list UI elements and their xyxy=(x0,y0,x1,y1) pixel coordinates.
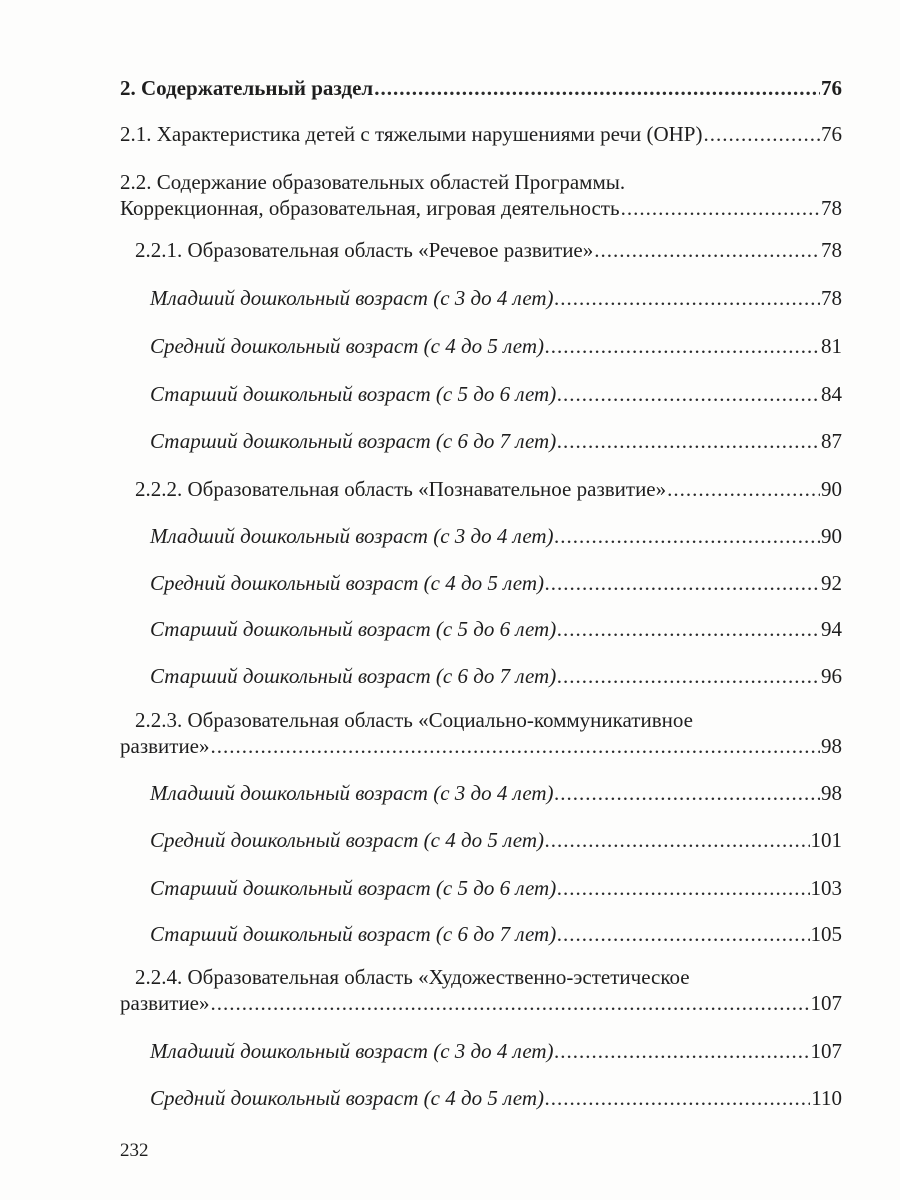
toc-entry-page: 98 xyxy=(821,734,842,758)
dot-leader xyxy=(594,238,820,262)
toc-entry-page: 103 xyxy=(810,876,842,900)
toc-entry xyxy=(150,1086,842,1110)
dot-leader xyxy=(557,617,820,641)
toc-entry xyxy=(150,828,842,852)
toc-entry-page: 92 xyxy=(821,571,842,595)
toc-entry xyxy=(120,734,842,758)
toc-entry-label: 2.1. Характеристика детей с тяжелыми нарушениями речи (ОНР) xyxy=(120,122,703,146)
toc-entry xyxy=(150,429,842,453)
toc-entry-label: Средний дошкольный возраст (с 4 до 5 лет) xyxy=(150,334,544,358)
dot-leader xyxy=(555,286,820,310)
toc-entry-page: 96 xyxy=(821,664,842,688)
toc-entry xyxy=(150,286,842,310)
toc-entry-label: развитие» xyxy=(120,991,210,1015)
dot-leader xyxy=(557,382,820,406)
toc-entry-page: 105 xyxy=(810,922,842,946)
toc-entry-label: Младший дошкольный возраст (с 3 до 4 лет) xyxy=(150,1039,554,1063)
toc-entry-label: Старший дошкольный возраст (с 5 до 6 лет) xyxy=(150,617,557,641)
toc-entry xyxy=(150,524,842,548)
toc-entry-page: 90 xyxy=(821,477,842,501)
toc-entry-label: Младший дошкольный возраст (с 3 до 4 лет) xyxy=(150,781,554,805)
toc-entry-page: 90 xyxy=(821,524,842,548)
toc-entry-label: 2. Содержательный раздел xyxy=(120,76,374,100)
toc-entry-page: 78 xyxy=(821,196,842,220)
toc-entry xyxy=(150,571,842,595)
toc-entry-page: 98 xyxy=(821,781,842,805)
toc-entry-page: 76 xyxy=(821,122,842,146)
toc-entry xyxy=(135,477,842,501)
toc-entry xyxy=(150,334,842,358)
dot-leader xyxy=(555,1039,810,1063)
dot-leader xyxy=(545,334,820,358)
dot-leader xyxy=(211,991,810,1015)
toc-entry-page: 78 xyxy=(821,286,842,310)
toc-entry-page: 101 xyxy=(810,828,842,852)
toc-entry-page: 94 xyxy=(821,617,842,641)
toc-entry xyxy=(150,1039,842,1063)
toc-entry-label: Средний дошкольный возраст (с 4 до 5 лет) xyxy=(150,571,544,595)
toc-entry xyxy=(150,382,842,406)
toc-entry-label: Младший дошкольный возраст (с 3 до 4 лет) xyxy=(150,286,554,310)
toc-entry-title-line: 2.2.4. Образовательная область «Художественно-эстетическое xyxy=(135,965,690,989)
toc-entry-page: 76 xyxy=(821,76,842,100)
dot-leader xyxy=(545,1086,810,1110)
toc-entry xyxy=(120,76,842,100)
toc-entry-label: Старший дошкольный возраст (с 6 до 7 лет) xyxy=(150,429,557,453)
page-number: 232 xyxy=(120,1140,149,1161)
toc-entry-label: Старший дошкольный возраст (с 6 до 7 лет) xyxy=(150,664,557,688)
dot-leader xyxy=(667,477,820,501)
toc-entry xyxy=(150,876,842,900)
toc-entry xyxy=(120,122,842,146)
toc-entry-title-line: 2.2. Содержание образовательных областей Программы. xyxy=(120,170,626,194)
toc-entry-label: 2.2.2. Образовательная область «Познавательное развитие» xyxy=(135,477,667,501)
dot-leader xyxy=(555,524,820,548)
toc-entry xyxy=(150,781,842,805)
toc-entry xyxy=(150,617,842,641)
toc-entry-title-line: 2.2.3. Образовательная область «Социально-коммуникативное xyxy=(135,708,693,732)
dot-leader xyxy=(374,76,820,100)
toc-entry xyxy=(150,922,842,946)
toc-entry-label: Старший дошкольный возраст (с 5 до 6 лет) xyxy=(150,382,557,406)
toc-entry xyxy=(120,991,842,1015)
toc-entry-label: Старший дошкольный возраст (с 6 до 7 лет) xyxy=(150,922,557,946)
toc-entry-label: 2.2.1. Образовательная область «Речевое развитие» xyxy=(135,238,594,262)
toc-entry-page: 107 xyxy=(810,1039,842,1063)
dot-leader xyxy=(703,122,820,146)
dot-leader xyxy=(545,828,810,852)
toc-entry-label: Старший дошкольный возраст (с 5 до 6 лет) xyxy=(150,876,557,900)
dot-leader xyxy=(211,734,820,758)
toc-entry-page: 81 xyxy=(821,334,842,358)
toc-entry-page: 107 xyxy=(810,991,842,1015)
dot-leader xyxy=(555,781,820,805)
toc-entry-label: Младший дошкольный возраст (с 3 до 4 лет) xyxy=(150,524,554,548)
toc-entry-page: 84 xyxy=(821,382,842,406)
toc-entry-label: Средний дошкольный возраст (с 4 до 5 лет) xyxy=(150,1086,544,1110)
toc-entry-label: Коррекционная, образовательная, игровая деятельность xyxy=(120,196,620,220)
toc-entry-label: Средний дошкольный возраст (с 4 до 5 лет) xyxy=(150,828,544,852)
dot-leader xyxy=(621,196,820,220)
toc-entry-page: 110 xyxy=(811,1086,842,1110)
toc-entry-page: 87 xyxy=(821,429,842,453)
dot-leader xyxy=(557,876,809,900)
toc-entry-page: 78 xyxy=(821,238,842,262)
dot-leader xyxy=(557,664,820,688)
toc-entry-label: развитие» xyxy=(120,734,210,758)
dot-leader xyxy=(545,571,820,595)
toc-entry xyxy=(150,664,842,688)
dot-leader xyxy=(557,922,809,946)
toc-entry xyxy=(120,196,842,220)
toc-entry xyxy=(135,238,842,262)
dot-leader xyxy=(557,429,820,453)
